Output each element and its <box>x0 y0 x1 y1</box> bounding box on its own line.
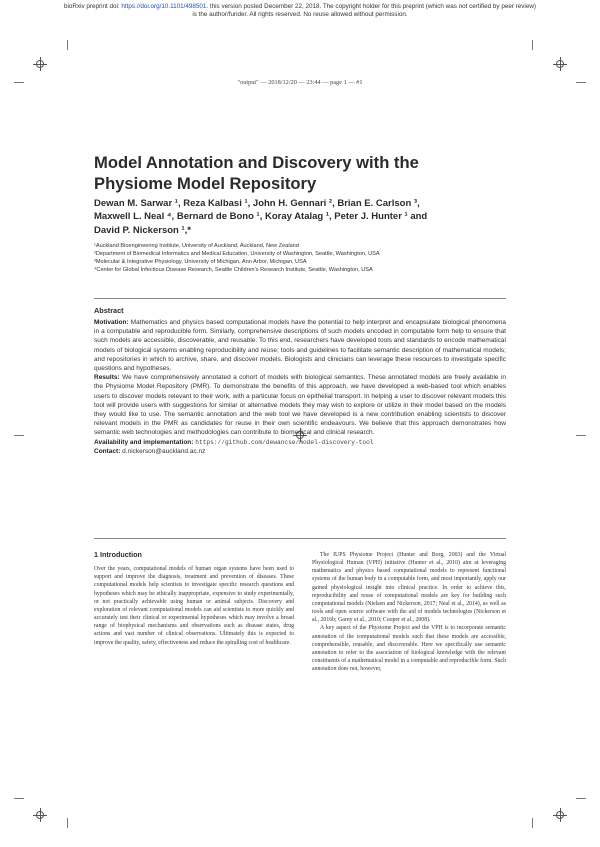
trim-tick <box>14 798 24 799</box>
preprint-notice-line2: is the author/funder. All rights reserved. No reuse allowed without permission. <box>192 10 408 18</box>
author-line1: Dewan M. Sarwar ¹, Reza Kalbasi ¹, John H. Gennari ², Brian E. Carlson ³, <box>94 198 420 209</box>
intro-heading: 1 Introduction <box>94 550 142 559</box>
preprint-notice-line1: bioRxiv preprint doi: https://doi.org/10.1101/498501. this version posted December 22, 2018. The copyright holder for this preprint (which was not certified by peer review) <box>64 3 536 10</box>
paper-title <box>94 152 514 194</box>
crop-mark-icon <box>33 808 47 822</box>
abstract-motivation <box>94 318 506 373</box>
contact-label: Contact: <box>94 447 121 455</box>
author-line3: David P. Nickerson ¹,* <box>94 224 191 236</box>
abstract-results <box>94 373 506 437</box>
trim-tick <box>67 40 68 50</box>
trim-tick <box>532 818 533 828</box>
trim-tick <box>14 435 24 436</box>
abstract-top-rule <box>94 298 506 299</box>
results-text: We have comprehensively annotated a cohort of models with biological semantics. These annotated models are freely available in the Physiome Model Repository (PMR). To demonstrate the benefits of this approach, we have developed a web-based tool which enables users to discover models relevant to their work, with a particular focus on epithelial transport. In helping a user to discover relevant models this tool will provide users with suggestions for similar or alternative models they may wish to explore or utilize in their model based on the models they would like to use. The semantic annotation and the web tool we have developed is a new contribution enabling scientists to discover relevant models in the PMR as candidates for reuse in their own scientific endeavours. We believe that this approach demonstrates how semantic web technologies and methodologies can contribute to biomedical and clinical research. <box>94 374 506 437</box>
motivation-text: Mathematics and physics based computational models have the potential to help interpret and encapsulate biological phenomena in a computable and reproducible form. Similarly, comprehensive descriptions of such models encoded in computable form help to ensure that such models are accessible, discoverable, and reusable. To this end, researchers have developed tools and standards to encode mathematical models of biological systems enabling reproducibility and reuse; tools and guidelines to facilitate semantic description of mathematical models; and repositories in which to archive, share, and discover models. Biologists and clinicians can leverage these resources to investigate specific questions and hypotheses. <box>94 319 506 373</box>
abstract-bottom-rule <box>94 538 506 539</box>
abstract-heading: Abstract <box>94 306 124 315</box>
contact-email[interactable]: d.nickerson@auckland.ac.nz <box>122 447 206 455</box>
affiliation-item: ²Department of Biomedical Informatics and Medical Education, University of Washington, Seattle, Washington, USA <box>94 251 380 258</box>
running-head: "output" — 2018/12/20 — 23:44 — page 1 — #1 <box>237 79 363 86</box>
abstract-availability <box>94 438 506 447</box>
doi-link[interactable]: https://doi.org/10.1101/498501 <box>121 3 207 10</box>
affiliation-item: ¹Auckland Bioengineering Institute, University of Auckland, Auckland, New Zealand <box>94 243 299 249</box>
intro-right-paragraph-1: The IUPS Physiome Project (Hunter and Borg, 2003) and the Virtual Physiological Human (VPH) initiative (Hunter et al., 2010) aim at leveraging mathematics and physics based computational models to represent functional systems of the human body in a computable form, and most importantly, apply our gained physiological insight into clinical practice. In order to achieve this, reproducibility and reuse of computational models are key for building such computational models (Nielsen and Nickerson, 2017; Neal et al., 2014), as well as tools and open source software with the aid of models technologies (Nickerson et al., 2016b; Garny et al., 2010; Cooper et al., 2008). <box>312 552 506 624</box>
affiliation-item: ⁴Center for Global Infectious Disease Research, Seattle Children's Research Institute, Seattle, Washington, USA <box>94 267 373 274</box>
abstract-body <box>94 318 506 456</box>
trim-tick <box>532 40 533 50</box>
author-list <box>94 197 514 237</box>
intro-right-paragraph-2: A key aspect of the Physiome Project and the VPH is to incorporate semantic annotation of the computational models such that these models are accessible, comprehensible, reusable, and discoverable. Here we specifically use semantic annotation to refer to the association of biological knowledge with the relevant constituents of a mathematical model in a computable and reproducible form. Such annotation does not, however, <box>312 625 506 673</box>
availability-label: Availability and implementation: <box>94 438 194 446</box>
preprint-notice <box>0 3 600 18</box>
intro-right-column <box>312 551 506 673</box>
abstract-contact <box>94 447 506 456</box>
motivation-label: Motivation: <box>94 319 129 326</box>
paper-title-line2: Physiome Model Repository <box>94 174 317 193</box>
crop-mark-icon <box>553 57 567 71</box>
intro-left-column <box>94 551 294 647</box>
trim-tick <box>576 435 586 436</box>
affiliation-list <box>94 242 514 274</box>
intro-left-paragraph: Over the years, computational models of human organ systems have been used to support and improve the diagnosis, treatment and prevention of diseases. These computational models help scientists to investigate specific research questions and hypotheses which may be ethically inappropriate, expensive to study experimentally, or not practically achievable using human or animal subjects. Discovery and exploration of relevant computational models can aid scientists to more quickly and accurately test their clinical or experimental hypotheses which may involve a broad range of biophysical mechanisms and observations such as disease states, drug actions and vast number of clinical observations. Ultimately this is expected to improve the quality, safety, effectiveness and reduce the spiralling cost of healthcare. <box>94 566 294 646</box>
results-label: Results: <box>94 374 120 382</box>
crop-mark-icon <box>553 808 567 822</box>
trim-tick <box>576 798 586 799</box>
trim-tick <box>67 818 68 828</box>
availability-url[interactable]: https://github.com/dewancse/model-discovery-tool <box>195 438 374 446</box>
author-line2: Maxwell L. Neal ⁴, Bernard de Bono ¹, Koray Atalag ¹, Peter J. Hunter ¹ and <box>94 211 428 223</box>
paper-title-line1: Model Annotation and Discovery with the <box>94 153 419 172</box>
crop-mark-icon <box>33 57 47 71</box>
affiliation-item: ³Molecular & Integrative Physiology, University of Michigan, Ann Arbor, Michigan, USA <box>94 259 307 266</box>
